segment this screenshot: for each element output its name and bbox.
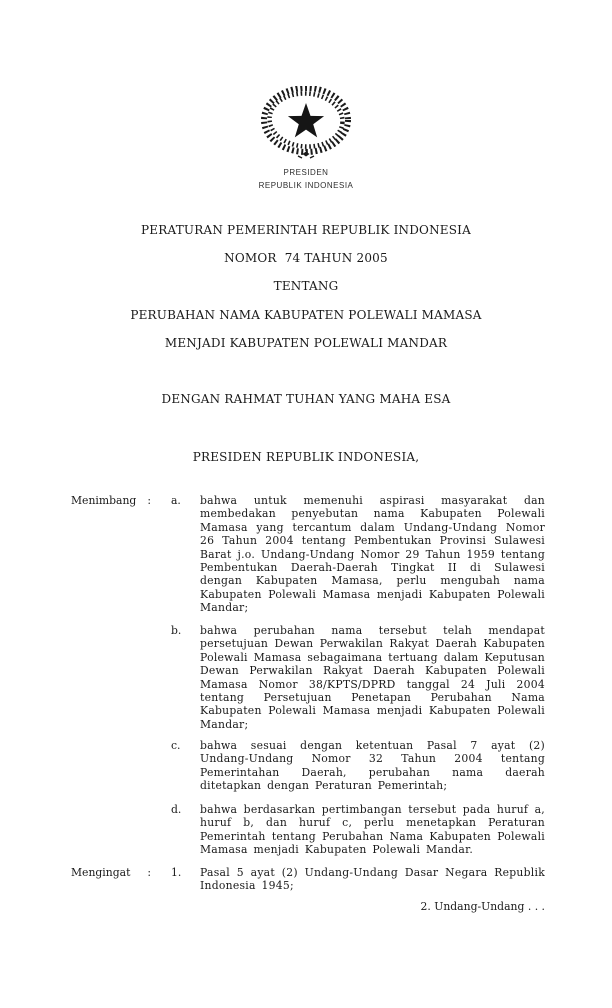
item-text: bahwa perubahan nama tersebut telah mendapat persetujuan Dewan Perwakilan Rakyat Daerah Kabupaten Polewali Mamasa sebagaimana tertuang dalam Keputusan Dewan Perwakilan Rakyat Daerah Kabupaten Polewali Mamasa Nomor 38/KPTS/DPRD tanggal 24 Juli 2004 tentang Persetujuan Penetapan Perubahan Nama Kabupaten Polewali Mamasa menjadi Kabupaten Polewali Mandar; <box>200 624 545 731</box>
item-marker: d. <box>171 803 182 816</box>
letterhead-republik-indonesia: REPUBLIK INDONESIA <box>258 181 354 190</box>
title-subject-line2: MENJADI KABUPATEN POLEWALI MANDAR <box>164 336 448 350</box>
item-marker: 1. <box>171 866 182 879</box>
item-text: Pasal 5 ayat (2) Undang-Undang Dasar Negara Republik Indonesia 1945; <box>200 866 545 893</box>
considering-label-colon: : <box>147 494 151 507</box>
citing-label-text: Mengingat <box>71 866 131 879</box>
item-marker: b. <box>171 624 182 637</box>
item-marker: a. <box>171 494 181 507</box>
citing-label <box>71 866 151 879</box>
citing-item-1 <box>171 866 545 893</box>
page-catchword: 2. Undang-Undang . . . <box>420 900 545 913</box>
considering-item-b <box>171 624 545 731</box>
item-text: bahwa untuk memenuhi aspirasi masyarakat dan membedakan penyebutan nama Kabupaten Polewali Mamasa yang tercantum dalam Undang-Undang Nomor 26 Tahun 2004 tentang Pembentukan Provinsi Sulawesi Barat j.o. Undang-Undang Nomor 29 Tahun 1959 tentang Pembentukan Daerah-Daerah Tingkat II di Sulawesi dengan Kabupaten Mamasa, perlu mengubah nama Kabupaten Polewali Mamasa menjadi Kabupaten Polewali Mandar; <box>200 494 545 615</box>
item-text: bahwa berdasarkan pertimbangan tersebut pada huruf a, huruf b, dan huruf c, perlu menetapkan Peraturan Pemerintah tentang Perubahan Nama Kabupaten Polewali Mamasa menjadi Kabupaten Polewali Mandar. <box>200 803 545 857</box>
title-subject-line1: PERUBAHAN NAMA KABUPATEN POLEWALI MAMASA <box>130 308 482 322</box>
title-tentang: TENTANG <box>273 279 339 293</box>
considering-item-d <box>171 803 545 857</box>
title-regulation: PERATURAN PEMERINTAH REPUBLIK INDONESIA <box>141 223 471 237</box>
authority-line: PRESIDEN REPUBLIK INDONESIA, <box>192 450 420 464</box>
title-number: NOMOR 74 TAHUN 2005 <box>224 251 388 265</box>
item-text: bahwa sesuai dengan ketentuan Pasal 7 ayat (2) Undang-Undang Nomor 32 Tahun 2004 tentang Pemerintahan Daerah, perubahan nama daerah ditetapkan dengan Peraturan Pemerintah; <box>200 739 545 793</box>
citing-label-colon: : <box>147 866 151 879</box>
considering-item-a <box>171 494 545 615</box>
letterhead-presiden: PRESIDEN <box>283 168 329 177</box>
considering-item-c <box>171 739 545 793</box>
item-marker: c. <box>171 739 181 752</box>
letterhead <box>0 166 612 192</box>
considering-label <box>71 494 151 507</box>
considering-label-text: Menimbang <box>71 494 137 507</box>
presidential-seal-star-wreath-icon <box>258 86 354 164</box>
invocation-line: DENGAN RAHMAT TUHAN YANG MAHA ESA <box>161 392 451 406</box>
